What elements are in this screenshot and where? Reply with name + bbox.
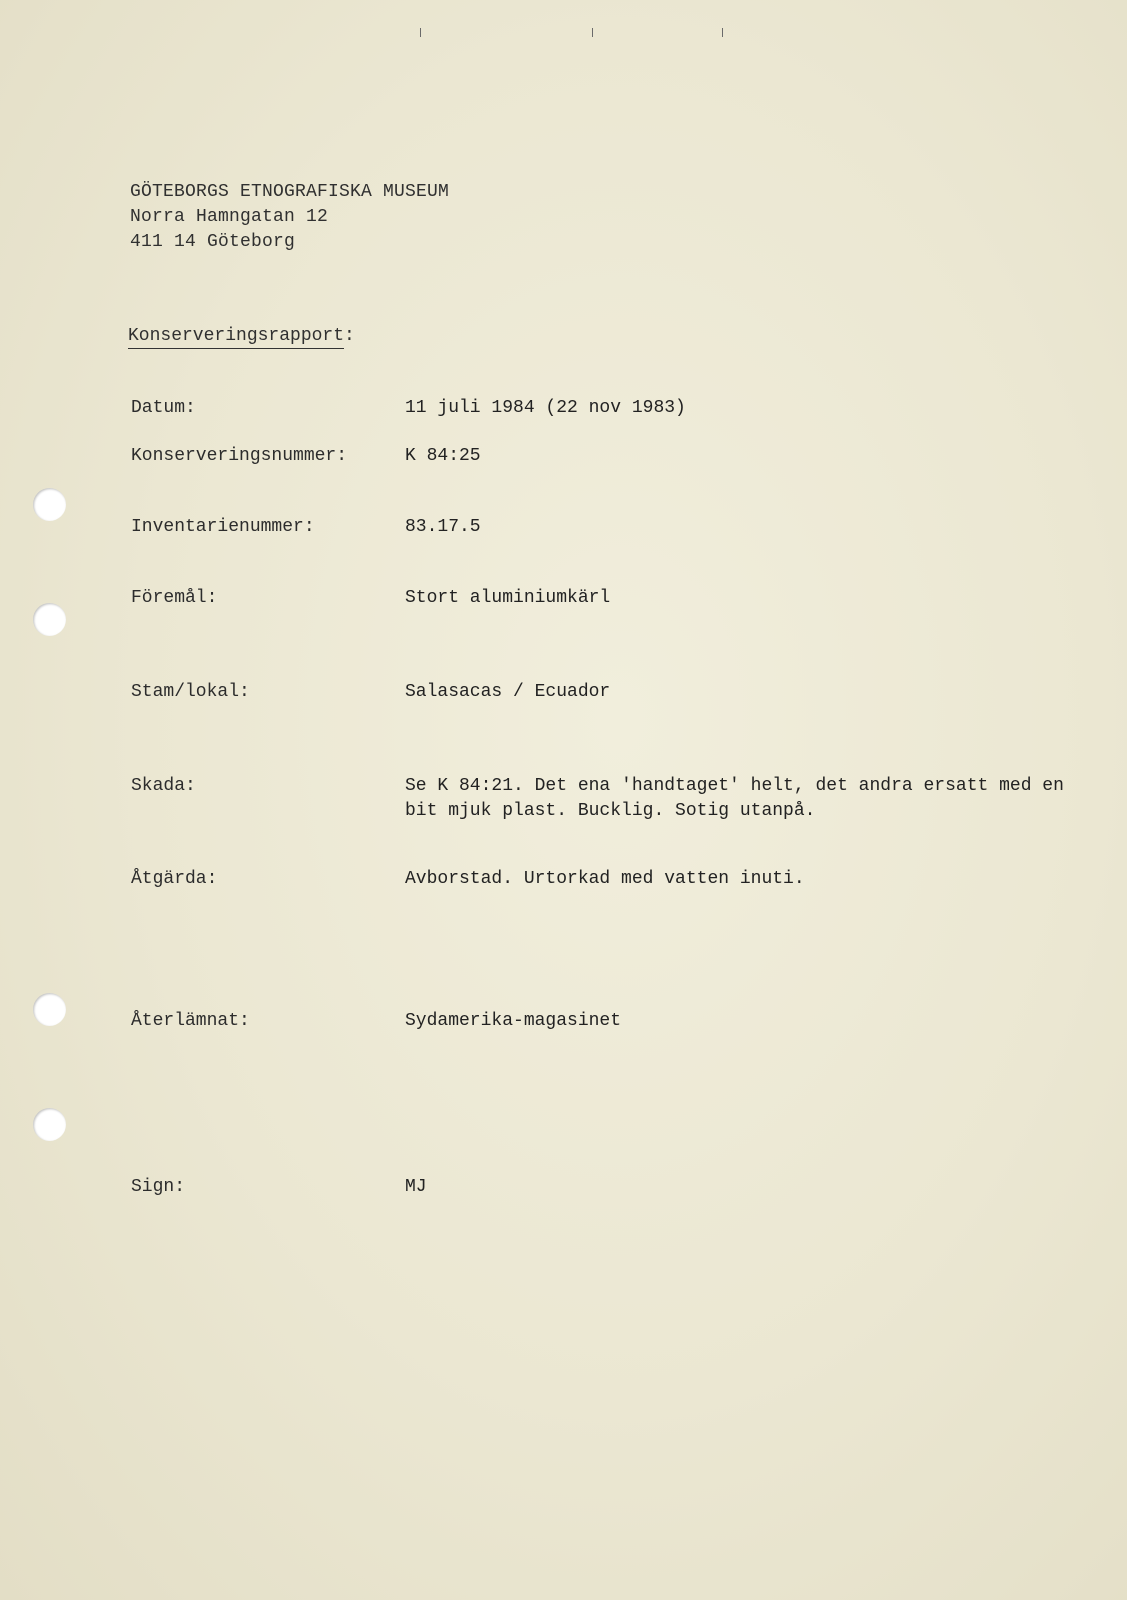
punch-hole	[33, 1108, 66, 1141]
field-label-sign: Sign:	[131, 1177, 186, 1197]
report-title	[128, 326, 355, 346]
field-value-foremal: Stort aluminiumkärl	[405, 588, 611, 608]
postal-city: 411 14 Göteborg	[130, 232, 296, 252]
field-value-inventarienummer: 83.17.5	[405, 517, 481, 537]
field-label-konserveringsnummer: Konserveringsnummer:	[131, 446, 348, 466]
punch-hole	[33, 993, 66, 1026]
report-title-text: Konserveringsrapport	[128, 326, 344, 349]
field-label-stam-lokal: Stam/lokal:	[131, 682, 250, 702]
margin-mark	[722, 28, 723, 37]
field-value-datum: 11 juli 1984 (22 nov 1983)	[405, 398, 686, 418]
margin-mark	[420, 28, 421, 37]
margin-mark	[592, 28, 593, 37]
field-value-skada: Se K 84:21. Det ena 'handtaget' helt, det andra ersatt med en bit mjuk plast. Bucklig. Sotig utanpå.	[405, 776, 1064, 821]
field-value-stam-lokal: Salasacas / Ecuador	[405, 682, 611, 702]
field-label-inventarienummer: Inventarienummer:	[131, 517, 315, 537]
street-address: Norra Hamngatan 12	[130, 207, 329, 227]
field-label-skada: Skada:	[131, 776, 196, 796]
field-label-atgarda: Åtgärda:	[131, 869, 218, 889]
report-title-colon: :	[344, 326, 355, 346]
field-value-atgarda: Avborstad. Urtorkad med vatten inuti.	[405, 869, 805, 889]
field-value-konserveringsnummer: K 84:25	[405, 446, 481, 466]
field-value-sign: MJ	[405, 1177, 427, 1197]
institution-name: GÖTEBORGS ETNOGRAFISKA MUSEUM	[130, 182, 450, 202]
field-label-datum: Datum:	[131, 398, 196, 418]
field-label-aterlamnat: Återlämnat:	[131, 1011, 250, 1031]
punch-hole	[33, 603, 66, 636]
punch-hole	[33, 488, 66, 521]
field-value-aterlamnat: Sydamerika-magasinet	[405, 1011, 622, 1031]
field-label-foremal: Föremål:	[131, 588, 218, 608]
